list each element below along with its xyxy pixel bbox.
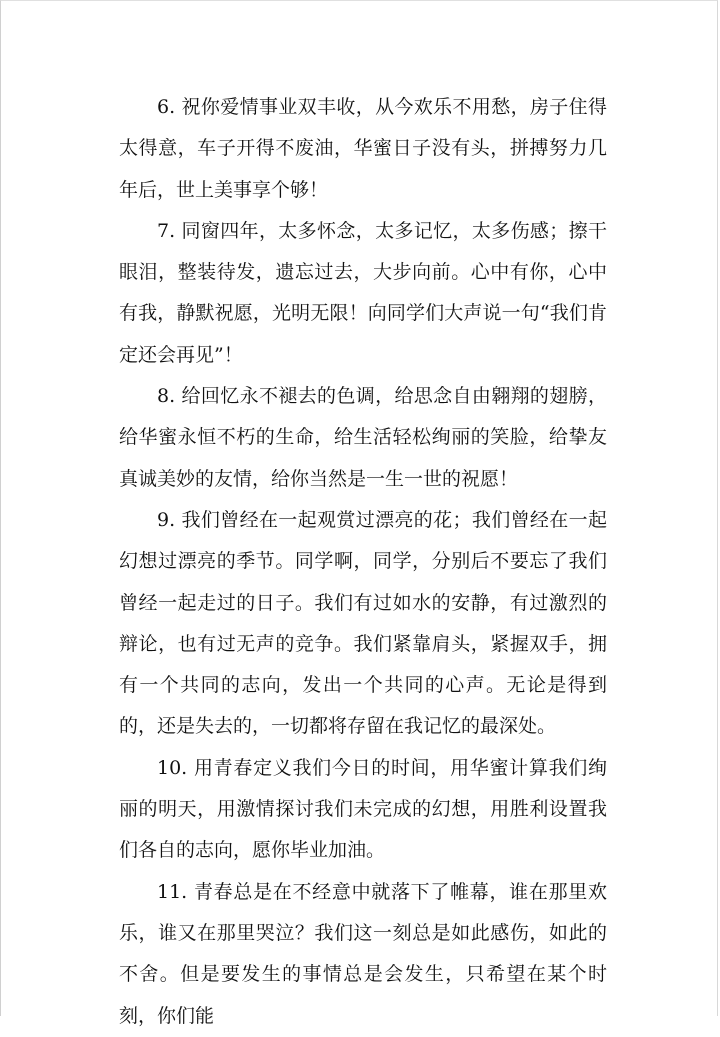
paragraph-6: 6. 祝你爱情事业双丰收，从今欢乐不用愁，房子住得太得意，车子开得不废油，华蜜日子没有头，拼搏努力几年后，世上美事享个够！ [119,96,607,201]
paragraph-8: 8. 给回忆永不褪去的色调，给思念自由翱翔的翅膀，给华蜜永恒不朽的生命，给生活轻松绚丽的笑脸，给挚友真诚美妙的友情，给你当然是一生一世的祝愿！ [119,385,607,490]
paragraph-7: 7. 同窗四年，太多怀念，太多记忆，太多伤感；擦干眼泪，整装待发，遗忘过去，大步向前。心中有你，心中有我，静默祝愿，光明无限！向同学们大声说一句“我们肯定还会再见”！ [119,219,607,366]
paragraph-10: 10. 用青春定义我们今日的时间，用华蜜计算我们绚丽的明天，用激情探讨我们未完成的幻想，用胜利设置我们各自的志向，愿你毕业加油。 [119,756,607,862]
paragraph-9: 9. 我们曾经在一起观赏过漂亮的花；我们曾经在一起幻想过漂亮的季节。同学啊，同学，分别后不要忘了我们曾经一起走过的日子。我们有过如水的安静，有过激烈的辩论，也有过无声的竞争。我们紧靠肩头，紧握双手，拥有一个共同的志向，发出一个共同的心声。无论是得到的，还是失去的，一切都将存留在我记忆的最深处。 [119,508,607,738]
paragraph-11: 11. 青春总是在不经意中就落下了帷幕，谁在那里欢乐，谁又在那里哭泣？我们这一刻总是如此感伤，如此的不舍。但是要发生的事情总是会发生，只希望在某个时刻，你们能 [119,880,607,1027]
document-body [119,87,607,1037]
